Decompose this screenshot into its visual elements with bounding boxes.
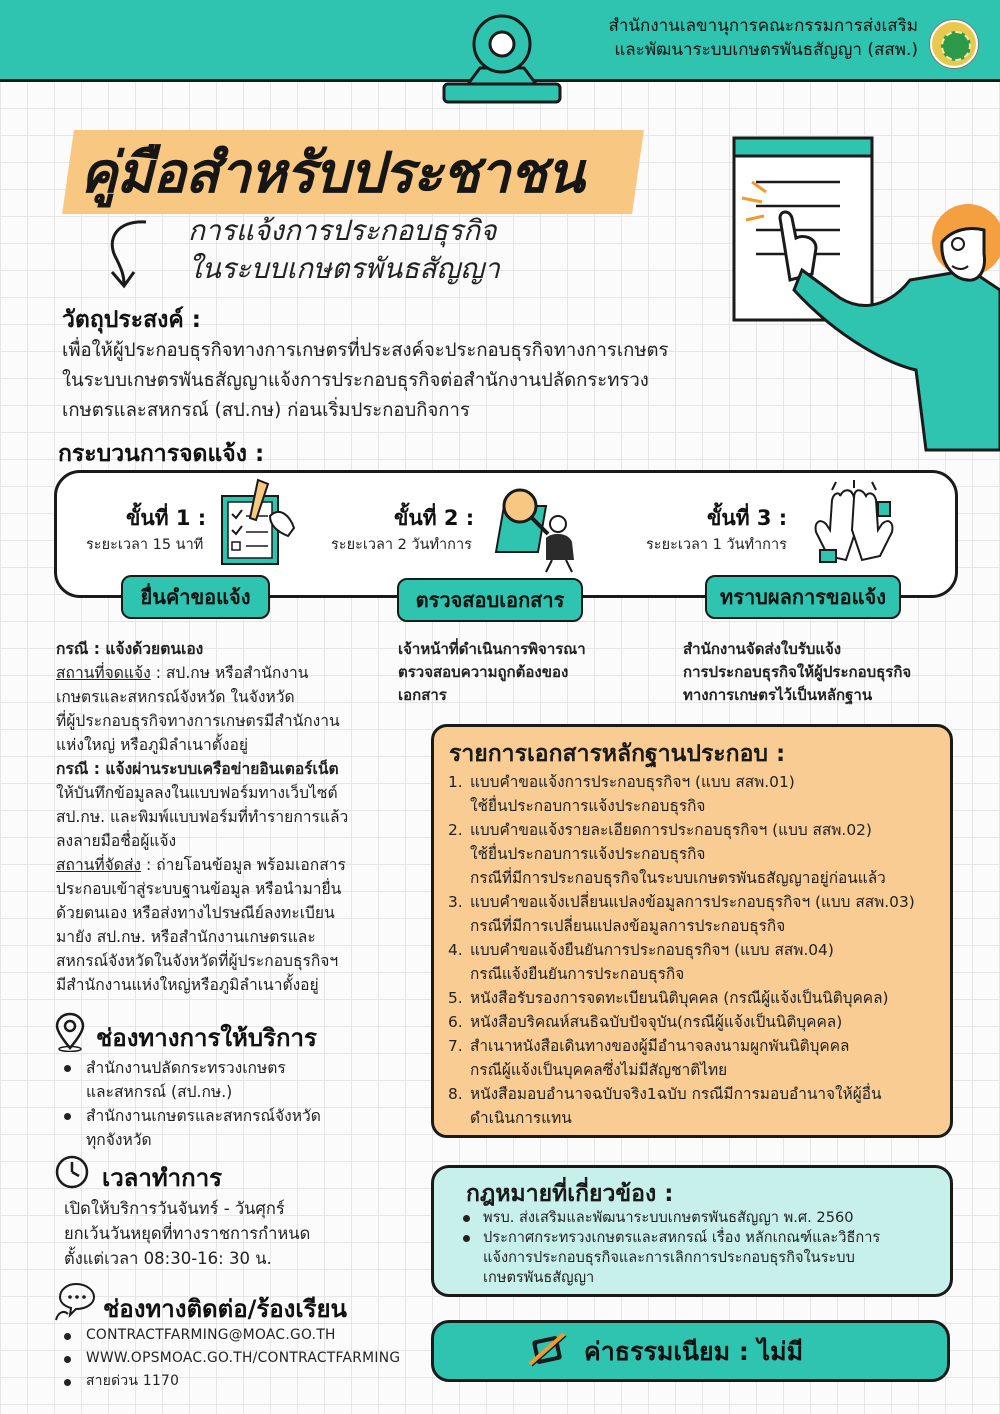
document-line: กรณีที่มีการเปลี่ยนแปลงข้อมูลการประกอบธุรกิจ xyxy=(470,917,786,935)
case-online-line: สป.กษ. และพิมพ์แบบฟอร์มที่ทำรายการแล้ว xyxy=(56,808,349,826)
document-item xyxy=(448,818,948,890)
law-item-line: ประกาศกระทรวงเกษตรและสหกรณ์ เรื่อง หลักเกณฑ์และวิธีการ xyxy=(483,1229,881,1246)
document-line: หนังสือบริคณห์สนธิฉบับปัจจุบัน(กรณีผู้แจ้งเป็นนิติบุคคล) xyxy=(470,1013,843,1031)
org-name-line2: และพัฒนาระบบเกษตรพันธสัญญา (สสพ.) xyxy=(614,40,918,60)
case-online-send-text: : ถ่ายโอนข้อมูล พร้อมเอกสาร xyxy=(141,856,346,874)
document-line: กรณีที่มีการประกอบธุรกิจในระบบเกษตรพันธสัญญาอยู่ก่อนแล้ว xyxy=(470,869,886,887)
chat-person-icon xyxy=(54,1280,98,1322)
org-name xyxy=(478,14,918,62)
service-item xyxy=(56,1104,416,1152)
service-item xyxy=(56,1056,416,1104)
case-online-send-line: สหกรณ์จังหวัดในจังหวัดที่ผู้ประกอบธุรกิจฯ xyxy=(56,952,339,970)
clock-icon xyxy=(54,1154,90,1190)
document-line: ดำเนินการแทน xyxy=(470,1109,572,1127)
case-online-send-line: ประกอบเข้าสู่ระบบฐานข้อมูล หรือนำมายื่น xyxy=(56,880,342,898)
hours-heading: เวลาทำการ xyxy=(102,1164,223,1192)
document-item xyxy=(448,890,948,938)
case-self-heading: กรณี : แจ้งด้วยตนเอง xyxy=(56,640,204,658)
step-2-desc xyxy=(398,638,658,707)
process-heading: กระบวนการจดแจ้ง : xyxy=(58,441,265,467)
case-online-send-line: ด้วยตนเอง หรือส่งทางไปรษณีย์ลงทะเบียน xyxy=(56,904,335,922)
law-item-line: พรบ. ส่งเสริมและพัฒนาระบบเกษตรพันธสัญญา พ.ศ. 2560 xyxy=(483,1209,854,1226)
document-number: 8. xyxy=(448,1085,463,1103)
case-self-place-text: : สป.กษ หรือสำนักงาน xyxy=(150,664,309,682)
hours-line: ตั้งแต่เวลา 08:30-16: 30 น. xyxy=(64,1249,272,1268)
step-3-desc-line: ทางการเกษตรไว้เป็นหลักฐาน xyxy=(683,686,873,704)
fee-text: ค่าธรรมเนียม : ไม่มี xyxy=(584,1337,804,1366)
contact-list xyxy=(56,1324,426,1393)
case-online-send-line: มีสำนักงานแห่งใหญ่หรือภูมิลำเนาตั้งอยู่ xyxy=(56,976,319,994)
magnifier-person-icon xyxy=(486,484,586,576)
service-item-line: สำนักงานเกษตรและสหกรณ์จังหวัด xyxy=(86,1107,321,1125)
curved-arrow-icon xyxy=(96,214,156,290)
law-item-line: แจ้งการประกอบธุรกิจและการเลิกการประกอบธุรกิจในระบบ xyxy=(483,1249,855,1266)
objective-line: เพื่อให้ผู้ประกอบธุรกิจทางการเกษตรที่ประสงค์จะประกอบธุรกิจทางการเกษตร xyxy=(62,340,669,361)
step-2-label: ตรวจสอบเอกสาร xyxy=(397,578,583,622)
document-line: แบบคำขอแจ้งเปลี่ยนแปลงข้อมูลการประกอบธุรกิจฯ (แบบ สสพ.03) xyxy=(470,893,915,911)
document-number: 3. xyxy=(448,893,463,911)
service-item-line: และสหกรณ์ (สป.กษ.) xyxy=(86,1083,233,1101)
org-name-line1: สำนักงานเลขานุการคณะกรรมการส่งเสริม xyxy=(608,16,918,36)
service-heading: ช่องทางการให้บริการ xyxy=(96,1024,317,1052)
case-online-send-line: มายัง สป.กษ. หรือสำนักงานเกษตรและ xyxy=(56,928,316,946)
service-list xyxy=(56,1056,416,1152)
hours-line: ยกเว้นวันหยุดที่ทางราชการกำหนด xyxy=(64,1224,311,1243)
step-2-desc-line: ตรวจสอบความถูกต้องของ xyxy=(398,663,569,681)
document-item xyxy=(448,938,948,986)
document-item xyxy=(448,1082,948,1130)
document-item xyxy=(448,986,948,1010)
step-3-desc xyxy=(683,638,983,707)
document-line: แบบคำขอแจ้งยืนยันการประกอบธุรกิจฯ (แบบ สสพ.04) xyxy=(470,941,834,959)
document-line: หนังสือรับรองการจดทะเบียนนิติบุคคล (กรณีผู้แจ้งเป็นนิติบุคคล) xyxy=(470,989,889,1007)
case-self-line: เกษตรและสหกรณ์จังหวัด ในจังหวัด xyxy=(56,688,295,706)
contact-hotline: สายด่วน 1170 xyxy=(56,1370,426,1393)
document-line: หนังสือมอบอำนาจฉบับจริง1ฉบับ กรณีมีการมอบอำนาจให้ผู้อื่น xyxy=(470,1085,882,1103)
case-self-place-label: สถานที่จดแจ้ง xyxy=(56,664,151,682)
high-five-icon xyxy=(806,478,900,566)
document-line: แบบคำขอแจ้งการประกอบธุรกิจฯ (แบบ สสพ.01) xyxy=(470,773,795,791)
document-line: ใช้ยื่นประกอบการแจ้งประกอบธุรกิจ xyxy=(470,845,706,863)
case-online-line: ให้บันทึกข้อมูลลงในแบบฟอร์มทางเว็บไซต์ xyxy=(56,784,338,802)
hours-line: เปิดให้บริการวันจันทร์ - วันศุกร์ xyxy=(64,1199,285,1218)
step-1-time: ระยะเวลา 15 นาที xyxy=(86,537,204,553)
step-2-desc-line: เอกสาร xyxy=(398,686,447,704)
document-item xyxy=(448,1010,948,1034)
subtitle xyxy=(188,212,500,288)
document-number: 7. xyxy=(448,1037,463,1055)
document-item xyxy=(448,1034,948,1082)
case-self-line: แห่งใหญ่ หรือภูมิลำเนาตั้งอยู่ xyxy=(56,736,248,754)
main-title: คู่มือสำหรับประชาชน xyxy=(80,141,584,206)
case-online-send-label: สถานที่จัดส่ง xyxy=(56,856,142,874)
document-number: 1. xyxy=(448,773,463,791)
step-3-desc-line: สำนักงานจัดส่งใบรับแจ้ง xyxy=(683,640,842,658)
service-item-line: ทุกจังหวัด xyxy=(86,1131,152,1149)
document-line: สำเนาหนังสือเดินทางของผู้มีอำนาจลงนามผูกพันนิติบุคคล xyxy=(470,1037,850,1055)
step-2-title: ขั้นที่ 2 : xyxy=(394,506,475,530)
objective-heading: วัตถุประสงค์ : xyxy=(62,307,201,333)
hours-text xyxy=(64,1196,404,1271)
case-online-heading: กรณี : แจ้งผ่านระบบเครือข่ายอินเตอร์เน็ต xyxy=(56,760,339,778)
law-item-line: เกษตรพันธสัญญา xyxy=(483,1269,595,1286)
documents-list xyxy=(448,770,948,1130)
document-line: กรณีแจ้งยืนยันการประกอบธุรกิจ xyxy=(470,965,685,983)
step-1-label: ยื่นคำขอแจ้ง xyxy=(121,575,270,619)
step-3-title: ขั้นที่ 3 : xyxy=(707,506,788,530)
document-line: ใช้ยื่นประกอบการแจ้งประกอบธุรกิจ xyxy=(470,797,706,815)
subtitle-line2: ในระบบเกษตรพันธสัญญา xyxy=(188,252,500,285)
law-item xyxy=(455,1208,945,1228)
checklist-clipboard-icon xyxy=(218,476,298,568)
case-online-send xyxy=(56,853,416,877)
contact-email[interactable]: CONTRACTFARMING@MOAC.GO.TH xyxy=(56,1324,426,1347)
case-self-line: ที่ผู้ประกอบธุรกิจทางการเกษตรมีสำนักงาน xyxy=(56,712,340,730)
step-3-time: ระยะเวลา 1 วันทำการ xyxy=(646,537,787,553)
document-number: 5. xyxy=(448,989,463,1007)
step-3-desc-line: การประกอบธุรกิจให้ผู้ประกอบธุรกิจ xyxy=(683,663,912,681)
step-1-title: ขั้นที่ 1 : xyxy=(126,506,207,530)
document-line: กรณีผู้แจ้งเป็นบุคคลซึ่งไม่มีสัญชาติไทย xyxy=(470,1061,728,1079)
document-number: 6. xyxy=(448,1013,463,1031)
law-item xyxy=(455,1228,945,1288)
service-item-line: สำนักงานปลัดกระทรวงเกษตร xyxy=(86,1059,286,1077)
subtitle-line1: การแจ้งการประกอบธุรกิจ xyxy=(188,214,497,247)
objective-text xyxy=(62,336,802,426)
no-fee-icon xyxy=(526,1330,568,1370)
location-pin-icon xyxy=(54,1012,86,1052)
org-logo xyxy=(930,20,978,68)
documents-heading: รายการเอกสารหลักฐานประกอบ : xyxy=(449,741,786,767)
objective-line: ในระบบเกษตรพันธสัญญาแจ้งการประกอบธุรกิจต่อสำนักงานปลัดกระทรวง xyxy=(62,370,649,391)
document-line: แบบคำขอแจ้งรายละเอียดการประกอบธุรกิจฯ (แบบ สสพ.02) xyxy=(470,821,872,839)
contact-heading: ช่องทางติดต่อ/ร้องเรียน xyxy=(103,1295,347,1323)
step-2-desc-line: เจ้าหน้าที่ดำเนินการพิจารณา xyxy=(398,640,586,658)
objective-line: เกษตรและสหกรณ์ (สป.กษ) ก่อนเริ่มประกอบกิจการ xyxy=(62,400,470,421)
contact-website[interactable]: WWW.OPSMOAC.GO.TH/CONTRACTFARMING xyxy=(56,1347,426,1370)
document-item xyxy=(448,770,948,818)
step-3-label: ทราบผลการขอแจ้ง xyxy=(705,575,901,619)
law-list xyxy=(455,1208,945,1288)
case-self-place xyxy=(56,661,416,685)
document-number: 2. xyxy=(448,821,463,839)
law-heading: กฎหมายที่เกี่ยวข้อง : xyxy=(466,1181,674,1207)
step-2-time: ระยะเวลา 2 วันทำการ xyxy=(331,537,472,553)
case-self-section xyxy=(56,637,416,997)
case-online-line: ลงลายมือชื่อผู้แจ้ง xyxy=(56,832,177,850)
document-number: 4. xyxy=(448,941,463,959)
